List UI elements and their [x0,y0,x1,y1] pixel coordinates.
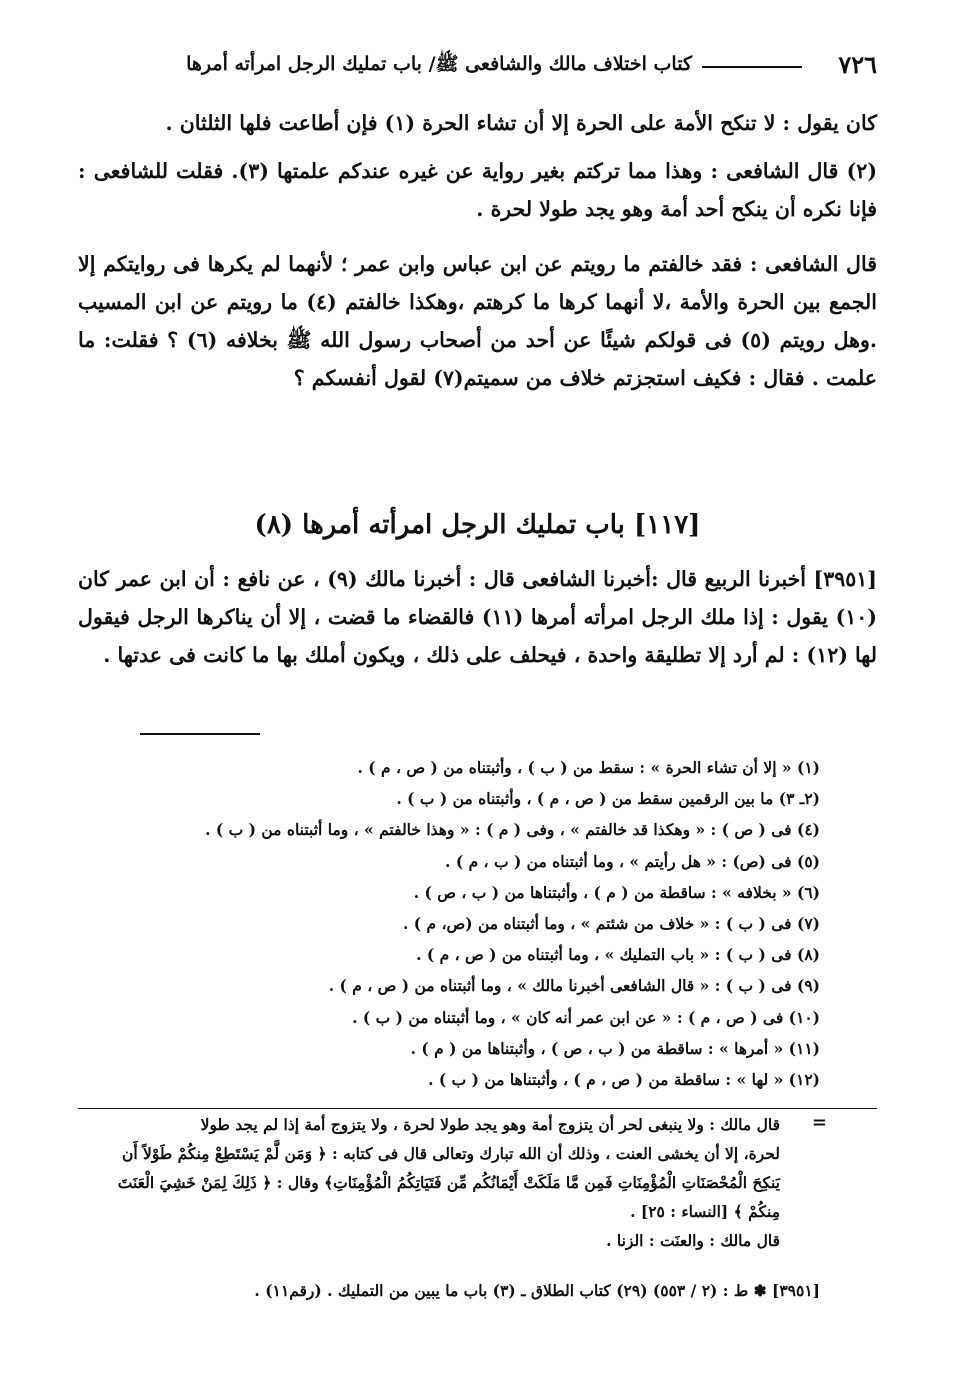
commentary-line: مِنكُمْ ﴾ [النساء : ٢٥] . [630,1202,780,1221]
footnote: (٩) فى ( ب ) : « قال الشافعى أخبرنا مالك » ، وما أثبتناه من ( ص ، م ) . [328,976,820,996]
footnote: (١١) « أمرها » : ساقطة من ( ب ، ص ) ، وأثبتناها من ( م ) . [410,1038,820,1058]
paragraph-1: كان يقول : لا تنكح الأمة على الحرة إلا أن تشاء الحرة (١) فإن أطاعت فلها الثلثان . [165,111,877,135]
header-rule [702,66,802,68]
hadith-paragraph: [٣٩٥١] أخبرنا الربيع قال :أخبرنا الشافعى قال : أخبرنا مالك (٩) ، عن نافع : أن ابن عمر كان (١٠) يقول : إذا ملك الرجل امرأته أمرها (١١) فالقضاء ما قضت ، إلا أن يناكرها الرجل فيقول لها (١٢) : لم أرد إلا تطليقة واحدة ، فيحلف على ذلك ، ويكون أملك بها ما كانت فى عدتها . [78,567,877,667]
footnote: (٥) فى (ص) : « هل رأيتم » ، وما أثبتناه من ( ب ، م ) . [445,851,820,871]
footnote: (٨) فى ( ب ) : « باب التمليك » ، وما أثبتناه من ( ص ، م ) . [416,945,820,965]
commentary-rule [78,1108,877,1109]
footnote: (٧) فى ( ب ) : « خلاف من شئتم » ، وما أثبتناه من (ص، م ) . [403,914,820,934]
continuation-marker: = [811,1112,827,1133]
footnote: (١٠) فى ( ص ، م ) : « عن ابن عمر أنه كان » ، وما أثبتناه من ( ب ) . [352,1007,820,1027]
footnote: (٦) « بخلافه » : ساقطة من ( م ) ، وأثبتناها من ( ب ، ص ) . [413,882,820,902]
source-reference: [٣٩٥١] ✽ ط : (٢ / ٥٥٣) (٢٩) كتاب الطلاق ـ (٣) باب ما يبين من التمليك . (رقم١١) . [254,1281,820,1300]
chapter-heading: [١١٧] باب تمليك الرجل امرأته أمرها (٨) [254,510,701,540]
footnote-rule [140,733,260,735]
commentary-line: قال مالك : ولا ينبغى لحر أن يتزوج أمة وهو يجد طولا لحرة ، ولا يتزوج أمة إذا لم يجد طولا [200,1115,780,1134]
commentary-line: قال مالك : والعنَت : الزنا . [606,1231,780,1250]
paragraph-3: قال الشافعى : فقد خالفتم ما رويتم عن ابن عباس وابن عمر ؛ لأنهما لم يكرها فى روايتكم إلا الجمع بين الحرة والأمة ،لا أنهما كرها ما كرهتم ،وهكذا خالفتم (٤) ما رويتم عن ابن المسيب .وهل رويتم (٥) فى قولكم شيئًا عن أحد من أصحاب رسول الله ﷺ بخلافه (٦) ؟ فقلت: ما علمت . فقال : فكيف استجزتم خلاف من سميتم(٧) لقول أنفسكم ؟ [78,252,878,390]
paragraph-2: (٢) قال الشافعى : وهذا مما تركتم بغير رواية عن غيره عندكم علمتها (٣). فقلت للشافعى : فإنا نكره أن ينكح أحد أمة وهو يجد طولا لحرة . [78,159,878,221]
commentary-line: لحرة، إلا أن يخشى العنت ، وذلك أن الله تبارك وتعالى قال فى كتابه : ﴿ وَمَن لَّمْ يَسْتَطِعْ مِنكُمْ طَوْلاً أَن [121,1144,780,1163]
page-header [78,50,877,86]
footnote: (٢ـ ٣) ما بين الرقمين سقط من ( ص ، م ) ، وأثبتناه من ( ب ) . [396,789,820,809]
commentary-block [78,1110,780,1255]
footnotes-block [78,752,820,1095]
footnote: (١٢) « لها » : ساقطة من ( ص ، م ) ، وأثبتناها من ( ب ) . [428,1070,820,1090]
running-title: كتاب اختلاف مالك والشافعى ﷺ/ باب تمليك الرجل امرأته أمرها [186,53,692,75]
page-number: ٧٢٦ [838,50,877,79]
commentary-line: يَنكِحَ الْمُحْصَنَاتِ الْمُؤْمِنَاتِ فَمِن مَّا مَلَكَتْ أَيْمَانُكُم مِّن فَتَيَاتِكُمُ الْمُؤْمِنَاتِ﴾ وقال : ﴿ ذَلِكَ لِمَنْ خَشِيَ الْعَنَتَ [117,1173,780,1192]
footnote: (١) « إلا أن تشاء الحرة » : سقط من ( ب ) ، وأثبتناه من ( ص ، م ) . [357,758,820,777]
footnote: (٤) فى ( ص ) : « وهكذا قد خالفتم » ، وفى ( م ) : « وهذا خالفتم » ، وما أثبتناه من ( ب ) . [205,820,820,840]
